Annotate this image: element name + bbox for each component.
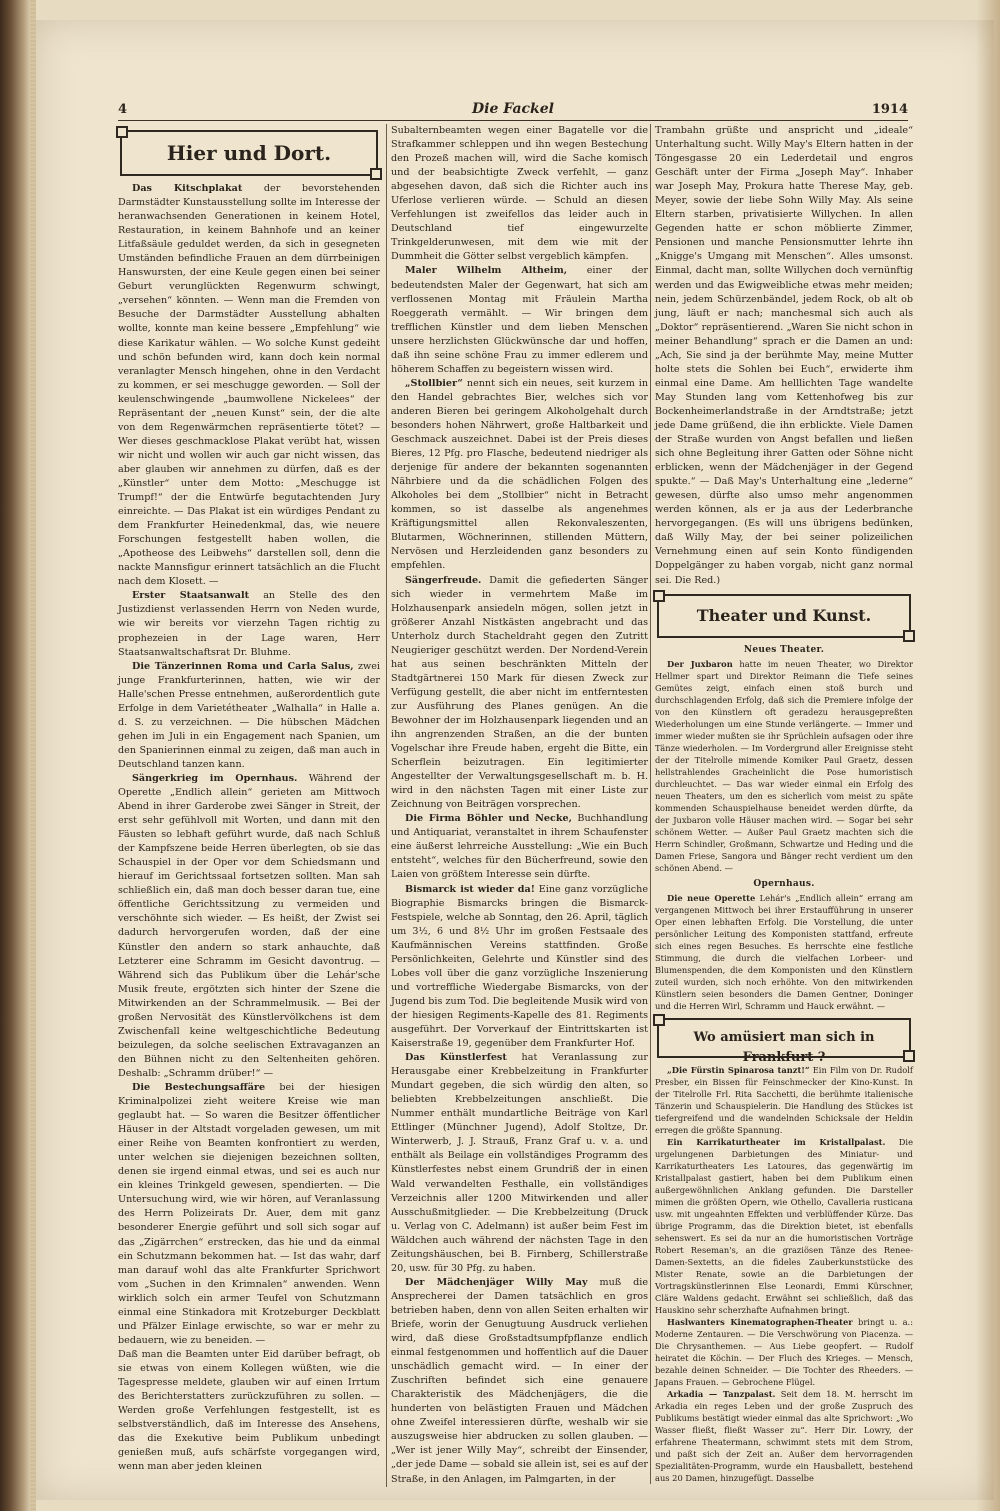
article-paragraph — [655, 1064, 913, 1136]
article-text: hat Veranlassung zur Herausgabe einer Krebbelzeitung in Frankfurter Mundart gegeben, die sich würdig den alten, so beliebten Krebbelzeitungen anschließt. Die Nummer enthält mundartliche Beiträge von Karl Ettlinger (Münchner Jugend), Adolf Stoltze, Dr. Winterwerb, J. J. Strauß, Franz Graf u. v. a. und enthält als Beilage ein vollständiges Programm des Künstlerfestes nebst einem Grundriß der in einen Wald verwandelten Festhalle, ein vollständiges Verzeichnis aller 1200 Mitwirkenden und aller Ausschußmitglieder. — Die Krebbelzeitung (Druck u. Verlag von C. Adelmann) ist außer beim Fest im Wäldchen auch während der nächsten Tage in den Zeitungshäuschen, bei B. Firnberg, Schillerstraße 20, usw. für 30 Pfg. zu haben. — [391, 1052, 648, 1274]
article-text: Während der Operette „Endlich allein“ gerieten am Mittwoch Abend in ihrer Garderobe zwei Sänger in Streit, der erst sehr gefühlvoll mit Worten, und dann mit den Fäusten so lebhaft geführt wurde, daß nach Schluß der Kampfszene beide Herren überlegten, ob sie das Schauspiel in der Oper vor dem Schiedsmann und hierauf im Gerichtssaal fortsetzen sollten. Man sah schließlich ein, daß man doch besser daran tue, eine öffentliche Gerichtssitzung zu vermeiden und verschöhnte sich wieder. — Es heißt, der Zwist sei dadurch hervorgerufen worden, daß der eine Künstler den andern so stark anhauchte, daß Letzterer eine Schramm im Gesicht davontrug. — Während sich das Publikum über die Lehár'sche Musik freute, ergötzten sich hinter der Szene die Mitwirkenden an der Schrammelmusik. — Bei der großen Nervosität des Künstlervölkchens ist dem Zwischenfall keine weltgeschichtliche Bedeutung beizulegen, da solche seelischen Extravaganzen an den Bühnen nicht zu den Seltenheiten gehören. Deshalb: „Schramm drüber!“ — — [118, 772, 380, 1079]
article-lead: Die neue Operette — [667, 892, 756, 903]
article-text: bei der hiesigen Kriminalpolizei zieht weitere Kreise wie man geglaubt hat. — So waren die Besitzer öffentlicher Häuser in der Altstadt vorgeladen gewesen, um mit einer Reihe von Beamten konfrontiert zu werden, unter welchen sie diejenigen bezeichnen sollten, denen sie irgend einmal etwas, und sei es auch nur ein kleines Trinkgeld gewesen, spendierten. — Die Untersuchung wird, wie wir hören, auf Veranlassung des Herrn Polizeirats Dr. Auer, dem mit ganz besonderer Energie geführt und soll sich sogar auf das „Zigärrchen“ erstrecken, das hie und da einmal ein Schutzmann bekommen hat. — Ist das wahr, darf man darauf wohl das alte Frankfurter Sprichwort vom „Suchen in den Krimnalen“ anwenden. Wenn wirklich solch ein armer Teufel von Schutzmann einmal eine Stinkadora mit Krotzeburger Deckblatt und Pfälzer Einlage erwischte, so war er mehr zu bedauern, wie zu beneiden. — — [118, 1082, 380, 1346]
article-lead: Das Kitschplakat — [132, 183, 243, 194]
article-paragraph — [391, 812, 648, 882]
article-paragraph — [655, 892, 913, 1012]
page-year: 1914 — [871, 102, 908, 117]
article-text: nennt sich ein neues, seit kurzem in den Handel gebrachtes Bier, welches sich vor anderen Bieren bei geringem Alkoholgehalt durch besonders hohen Nährwert, große Haltbarkeit und Geschmack auszeichnet. Dabei ist der Preis dieses Bieres, 12 Pfg. pro Flasche, bedeutend niedriger als derjenige für andere der bekannten sogenannten Nährbiere und da die schädlichen Folgen des Alkoholes bei dem „Stollbier“ nicht in Betracht kommen, so ist dasselbe als angenehmes Kräftigungsmittel allen Rekonvaleszenten, Blutarmen, Wöchnerinnen, stillenden Müttern, Nervösen und Herzleidenden ganz besonders zu empfehlen. — [391, 377, 648, 572]
article-paragraph — [118, 660, 380, 772]
article-lead: Der Mädchenjäger Willy May — [405, 1276, 588, 1288]
subheading-neues-theater: Neues Theater. — [743, 644, 825, 655]
article-text: hatte im neuen Theater, wo Direktor Hellmer spart und Direktor Reimann die Tiefe seines Gemütes zeigt, einfach einen stoß burch und durchschlagenden Erfolg, daß sich die Premiere infolge der von den Künstlern oft geradezu herausgepreßten Wiederholungen um eine Stunde verlängerte. — Immer und immer wieder mußten sie ihr Sprüchlein aufsagen oder ihre Tänze wiederholen. — Im Vordergrund aller Ereignisse steht der der Titelrolle mimende Komiker Paul Graetz, dessen hellstrahlendes Gracheinlicht die Pose humoristisch durchleuchtet. — Das war wieder einmal ein Erfolg des neuen Theaters, um den es sicherlich vom meist zu späte kommenden Schauspielhause beneidet werden dürfte, da der Juxbaron volle Häuser machen wird. — Sogar bei sehr schönem Wetter. — Außer Paul Graetz machten sich die Herrn Schindler, Großmann, Schwartze und Heding und die Damen Friese, Sangora und Bänger recht verdient um den schönen Abend. — — [655, 658, 913, 873]
article-lead: Haslwanters Kinematographen-Theater — [667, 1316, 853, 1327]
article-text: Buchhandlung und Antiquariat, veranstaltet in ihrem Schaufenster eine äußerst lehrreiche Ausstellung: „Wie ein Buch entsteht“, welches für den Bücherfreund, sowie den Laien von größtem Interesse sein dürfte. — [391, 813, 648, 881]
article-lead: Der Juxbaron — [667, 658, 733, 669]
article-text: Subalternbeamten wegen einer Bagatelle vor die Strafkammer schleppen und ihn wegen Bestechung den Prozeß machen will, wird die Sache komisch und der beabsichtigte Zweck verfehlt, — ganz abgesehen davon, daß sich die Richter auch ins Uferlose verlieren würde. — Schuld an diesen Verfehlungen ist zweifellos das leider auch in Deutschland tief eingewurzelte Trinkgelderunwesen, mit dem wie mit der Dummheit die Götter selbst vergeblich kämpfen. — [391, 125, 648, 263]
article-text: der bevorstehenden Darmstädter Kunstausstellung sollte im Interesse der heranwachsenden Generationen in keinem Hotel, Restauration, in keinem Bahnhofe und an keiner Litfaßsäule geduldet werden, da sich in gesegneten Umständen befindliche Frauen an dem dürrbeinigen Hanswursten, der eine Keule gegen einen bei seiner Geburt verunglückten Regenwurm schwingt, „versehen“ könnten. — Wenn man die Fremden von Besuche der Darmstädter Ausstellung abhalten wollte, konnte man keine bessere „Empfehlung“ wie diese Karikatur wählen. — Wo solche Kunst gedeiht und schön befunden wird, kann doch kein normal veranlagter Mensch hingehen, ohne in den Verdacht zu kommen, er sei meschugge geworden. — Soll der keulenschwingende „baumwollene Nickelees“ der Repräsentant der „neuen Kunst“ sein, der die alte von dem Regenwärmchen repräsentierte tötet? — Wer dieses geschmacklose Plakat verübt hat, wissen wir nicht und wollen wir auch gar nicht wissen, das aber glauben wir annehmen zu dürfen, daß es der „Künstler“ unter dem Motto: „Meschugge ist Trumpf!“ der die Entwürfe begutachtenden Jury einreichte. — Das Plakat ist ein würdiges Pendant zu dem Frankfurter Heinedenkmal, das, wie neuere Forschungen festgestellt haben wollen, die „Apotheose des Leibwehs“ darstellen soll, denn die nackte Mannsfigur erinnert tatsächlich an die Flucht nach dem Klosett. — — [118, 183, 380, 588]
article-lead: Das Künstlerfest — [405, 1052, 507, 1064]
article-lead: Maler Wilhelm Altheim, — [405, 265, 568, 277]
article-paragraph — [391, 264, 648, 376]
article-text: einer der bedeutendsten Maler der Gegenwart, hat sich am verflossenen Montag mit Fräulein Martha Roeggerath vermählt. — Wir bringen dem trefflichen Künstler und dem lieben Menschen unsere herzlichsten Glückwünsche dar und hoffen, daß ihn seine schöne Frau zu immer edlerem und höherem Schaffen zu begeistern wissen wird. — [391, 265, 648, 375]
article-text: Die urgelungenen Darbietungen des Miniatur- und Karrikaturtheaters Les Latoures, das gegenwärtig im Kristallpalast gastiert, haben bei dem Publikum einen außergewöhnlichen Anklang gefunden. Die Darsteller mimen die größten Opern, wie Othello, Cavalleria rusticana usw. mit ungeahnten Effekten und verblüffender Kürze. Das übrige Programm, das die Direktion bietet, ist ebenfalls sehenswert. Es sei da nur an die humoristischen Vorträge Robert Reseman's, an die graziösen Tänze des Renee-Damen-Sextetts, an die fideles Zauberkunststücke des Mister Renate, sowie an die Darbietungen der Vortragskünstlerinnen Else Leonardi, Emmi Kürschner, Cläre Waldens gedacht. Erwähnt sei schließlich, daß das Hauskino sehr scherzhafte Aufnahmen bringt. — [655, 1136, 913, 1315]
article-paragraph — [118, 182, 380, 589]
article-text: Trambahn grüßte und anspricht und „ideale“ Unterhaltung sucht. Willy May's Eltern hatten in der Töngesgasse 20 ein Lederdetail und engros Geschäft unter der Firma „Joseph May“. Inhaber war Joseph May, Prokura hatte Therese May, geb. Meyer, sowie der liebe Sohn Willy May. Als seine Eltern starben, privatisierte Willychen. In allen Gegenden hatte er schon möblierte Zimmer, Pensionen und manche Pensionsmutter lehrte ihn „Knigge's Umgang mit Menschen“. Alles umsonst. Einmal, dacht man, sollte Willychen doch vernünftig werden und das Ewigweibliche etwas mehr meiden; nein, jedem Schürzenbändel, jedem Rock, ob alt ob jung, läuft er nach; manchesmal sich auch als „Doktor“ repräsentierend. „Waren Sie nicht schon in meiner Behandlung“ sprach er die Damen an und: „Ach, Sie sind ja der berühmte May, meine Mutter holte stets die Sohlen bei Euch“, erwiderte ihm einmal eine Dame. Am helllichten Tage wandelte May Stunden lang vom Kettenhofweg bis zur Bockenheimerlandstraße in der Arndtstraße; jetzt jede Dame grüßend, die ihn erblickte. Viele Damen der Straße wurden von Angst befallen und ließen sich ohne Begleitung ihrer Gatten oder Söhne nicht erblicken, wenn der Mädchenjäger in der Gegend spukte.“ — Daß May's Unterhaltung eine „lederne“ gewesen, dürfte also umso mehr angenommen werden können, als er ja aus der Lederbranche hervorgegangen. (Es will uns übrigens bedünken, daß Willy May, der bei seiner polizeilichen Vernehmung einen auf sein Konto fündigenden Doppelgänger zu haben vorgab, nicht ganz normal sei. Die Red.) — [655, 125, 913, 586]
article-text: Daß man die Beamten unter Eid darüber befragt, ob sie etwas von einem Kollegen wüßten, wie die Tagespresse meldete, glauben wir auf einen Irrtum des Berichterstatters zurückzuführen zu sollen. — Werden große Verfehlungen festgestellt, ist es selbstverständlich, daß im Interesse des Ansehens, das die Exekutive beim Publikum unbedingt genießen muß, aufs schärfste vorgegangen wird, wenn man aber jeden kleinen — [118, 1348, 380, 1473]
theater-section — [655, 644, 913, 1012]
section-heading-amusement: Wo amüsiert man sich in Frankfurt ? — [657, 1018, 911, 1058]
article-paragraph — [391, 377, 648, 574]
article-lead: Die Bestechungsaffäre — [132, 1082, 266, 1093]
article-lead: Die Tänzerinnen Roma und Carla Salus, — [132, 660, 354, 672]
article-paragraph — [118, 1348, 380, 1474]
article-lead: Sängerkrieg im Opernhaus. — [132, 772, 298, 784]
article-paragraph — [655, 1316, 913, 1388]
article-paragraph — [655, 1388, 913, 1484]
article-lead: Erster Staatsanwalt — [132, 590, 250, 602]
article-text: zwei junge Frankfurterinnen, hatten, wie wir der Halle'schen Presse entnehmen, außerordentlich gute Erfolge in dem Varietétheater „Walhalla“ in Halle a. d. S. zu verzeichnen. — Die hübschen Mädchen gehen im Juli in ein Engagement nach Spanien, um den Spanierinnen einmal zu zeigen, daß man auch in Deutschland tanzen kann. — [118, 660, 380, 770]
book-binding — [0, 0, 30, 1511]
masthead-title: Die Fackel — [472, 101, 554, 117]
column-1-body — [118, 182, 380, 1474]
article-text: Lehár's „Endlich allein“ errang am vergangenen Mittwoch bei ihrer Erstaufführung in unserer Oper einen lebhaften Erfolg. Die Vorstellung, die unter persönlicher Leitung des Komponisten stattfand, erfreute sich eines regen Besuches. Es herrschte eine festliche Stimmung, die durch die vielfachen Lorbeer- und Blumenspenden, die dem Komponisten und den Künstlern zuteil wurden, sich noch erhöhte. Von den mitwirkenden Künstlern seien besonders die Damen Gentner, Doninger und die Herren Wirl, Schramm und Hauck erwähnt. — — [655, 892, 913, 1011]
page-number: 4 — [118, 102, 128, 117]
article-lead: Sängerfreude. — [405, 574, 482, 586]
article-paragraph — [655, 124, 913, 588]
article-lead: Ein Karrikaturtheater im Kristallpalast. — [667, 1136, 886, 1147]
article-paragraph — [118, 589, 380, 659]
page-edge-aging — [976, 0, 1000, 1511]
article-paragraph — [391, 1276, 648, 1487]
article-text: muß die Ansprecherei der Damen tatsächlich en gros betrieben haben, denn von allen Seiten erhalten wir Briefe, worin der Genugtuung Ausdruck verliehen wird, daß diese Großstadtsumpfpflanze endlich einmal festgenommen und hoffentlich auf die Dauer unschädlich gemacht wird. — In einer der Zuschriften befindet sich eine genauere Charakteristik des Mädchenjägers, die die hunderten von belästigten Frauen und Mädchen ohne Zweifel interessieren dürfte, weshalb wir sie auszugsweise hier abdrucken zu sollen glauben. — „Wer ist jener Willy May“, schreibt der Einsender, „der jede Dame — sobald sie allein ist, sei es auf der Straße, in den Anlagen, im Palmgarten, in der — [391, 1276, 649, 1485]
article-lead: Arkadia — Tanzpalast. — [667, 1388, 776, 1399]
article-text: an Stelle des den Justizdienst verlassenden Herrn von Neden wurde, wie wir bereits vor vierzehn Tagen richtig zu prophezeien in der Lage waren, Herr Staatsanwaltschaftsrat Dr. Bluhme. — [118, 590, 380, 658]
article-paragraph — [391, 883, 648, 1052]
column-2 — [386, 124, 648, 1487]
article-paragraph — [118, 1081, 380, 1348]
section-heading-hier-und-dort: Hier und Dort. — [120, 130, 378, 176]
article-lead: Bismarck ist wieder da! — [405, 883, 535, 895]
article-lead: „Stollbier“ — [405, 377, 463, 389]
article-text: bringt u. a.: Moderne Zentauren. — Die Verschwörung von Piacenza. — Die Chrysanthemen. — Aus Liebe geopfert. — Rudolf heiratet die Köchin. — Der Fluch des Krieges. — Mensch, bezahle deinen Schneider. — Die Tochter des Rheeders. — Japans Frauen. — Gebrochene Flügel. — [655, 1316, 913, 1387]
article-paragraph — [391, 574, 648, 813]
article-lead: Die Firma Böhler und Necke, — [405, 813, 572, 825]
article-text: Ein Film von Dr. Rudolf Presber, ein Bissen für Feinschmecker der Kino-Kunst. In der Titelrolle Frl. Rita Sacchetti, die berühmte italienische Tänzerin und Schauspielerin. Die Handlung des Stückes ist tiefergreifend und die wandelnden Schicksale der Heldin erregen die größte Spannung. — [655, 1064, 913, 1135]
article-text: Seit dem 18. M. herrscht im Arkadia ein reges Leben und der große Zuspruch des Publikums bestätigt wieder einmal das alte Sprichwort: „Wo Wasser fließt, fließt Wasser zu“. Herr Dir. Lowry, der erfahrene Theatermann, schwimmt stets mit dem Strom, und paßt sich der Zeit an. Außer dem hervorragenden Spezialitäten-Programm, wurde ein Hausballett, bestehend aus 20 Damen, hinzugefügt. Dasselbe — [655, 1388, 913, 1483]
section-heading-theater: Theater und Kunst. — [657, 594, 911, 638]
article-paragraph — [655, 658, 913, 874]
column-3-body — [655, 124, 913, 588]
amusement-section — [655, 1064, 913, 1484]
article-paragraph — [655, 1136, 913, 1316]
article-lead: „Die Fürstin Spinarosa tanzt!“ — [667, 1064, 810, 1075]
column-2-body — [391, 124, 648, 1487]
article-paragraph — [391, 124, 648, 264]
subheading-opernhaus: Opernhaus. — [753, 878, 815, 889]
article-paragraph — [118, 772, 380, 1081]
column-3 — [650, 124, 913, 1484]
article-paragraph — [391, 1051, 648, 1276]
article-text: Eine ganz vorzügliche Biographie Bismarcks bringen die Bismarck-Festspiele, welche ab Sonntag, den 26. April, täglich um 3½, 6 und 8½ Uhr im großen Festsaale des Kaufmännischen Vereins stattfinden. Große Persönlichkeiten, Gelehrte und Künstler sind des Lobes voll über die ganz vorzügliche Inszenierung und vortreffliche Wiedergabe Bismarcks, von der Jugend bis zum Tod. Die begleitende Musik wird von der hiesigen Regiments-Kapelle des 81. Regiments ausgeführt. Der Vorverkauf der Eintrittskarten ist Kaiserstraße 19, gegenüber dem Frankfurter Hof. — [391, 883, 648, 1050]
page-header — [118, 98, 908, 121]
column-1 — [118, 124, 380, 1474]
article-text: Damit die gefiederten Sänger sich wieder in vermehrtem Maße im Holzhausenpark ansiedeln mögen, sollen jetzt in größerer Anzahl Nistkästen angebracht und das Unterholz durch Stacheldraht gegen den Zutritt Neugieriger geschützt werden. Der Nordend-Verein hat aus seinen beschränkten Mitteln der Stadtgärtnerei 150 Mark für diesen Zweck zur Verfügung gestellt, die aber nicht im entferntesten zur Ausführung des Planes genügen. An die Bewohner der im Holzhausenpark liegenden und an ihn angrenzenden Straßen, an die der bunten Vogelschar ihre Freude haben, ergeht die Bitte, ein Scherflein beizutragen. Ein legitimierter Angestellter der Verwaltungsgesellschaft m. b. H. wird in den nächsten Tagen mit einer Liste zur Zeichnung von Beiträgen vorsprechen. — [391, 574, 648, 811]
